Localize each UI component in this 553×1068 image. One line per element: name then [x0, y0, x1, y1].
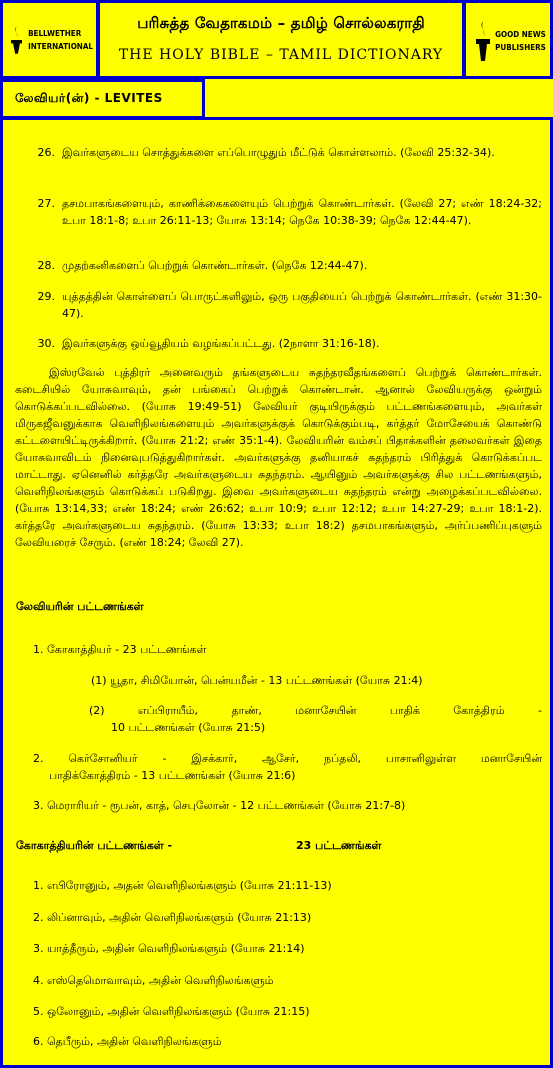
city-group-line: பாதிக்கோத்திரம் - 13 பட்டணங்கள் (யோசு 21:6) [49, 769, 296, 782]
torch-icon [9, 18, 24, 62]
item-number: 27. [37, 197, 55, 210]
paragraph-text: இஸ்ரவேல் புத்திரர் அனைவரும் தங்களுடைய சுதந்தரவீதங்களைப் பெற்றுக் கொண்டார்கள். கடைசியில் யோசுவாவும், தன் பங்கைப் பெற்றுக் கொண்டான். ஆனால் லேவியருக்கு ஒன்றும் கொடுக்கப்படவில்லை. (யோசு 19:49-51) லேவியர் குடியிருக்கும் பட்டணங்களையும், அவர்கள் மிருகஜீவனுக்காக வெளிநிலங்களையும் அவர்களுக்குக் கொடுக்கும்படி, கர்த்தர் மோசேயைக் கொண்டு கட்டளையிட்டிருக்கிறார். (யோசு 21:2; எண் 35:1-4). லேவியரின் வம்சப் பிதாக்களின் தலைவர்கள் இதை யோசுவாவிடம் நினைவுபடுத்துகிறார்கள். அவர்களுக்கு தனியாகச் சுதந்தரம் பிரித்துக் கொடுக்கப்பட மாட்டாது. ஏனெனில் கர்த்தரே அவர்களுடைய சுதந்தரம். ஆயினும் அவர்களுக்கு சில பட்டணங்களும், வெளிநிலங்களும் கொடுக்கப் படுகிறது. இவை அவர்களுடைய சுதந்தரம் என்று அழைக்கப்படவில்லை. (யோசு 13:14,33; எண் 18:24; எண் 26:62; உபா 10:9; உபா 12:12; உபா 14:27-29; உபா 18:1-2). கர்த்தரே அவர்களுடைய சுதந்தரம். (யோசு 13:33; உபா 18:2) தசமபாகங்களும், அர்ப்பணிப்புகளும் லேவியரைச் சேரும். (எண் 18:24; லேவி 27). [15, 366, 542, 549]
item-text: முதற்கனிகளைப் பெற்றுக் கொண்டார்கள். (நெகே 12:44-47). [62, 259, 368, 272]
item-number: 30. [37, 337, 55, 350]
title-box [97, 0, 465, 79]
section-title-box [0, 79, 205, 119]
kohath-heading-count: 23 பட்டணங்கள் [296, 839, 382, 852]
city-group-item: 1. கோகாத்தியர் - 23 பட்டணங்கள் [33, 643, 207, 656]
item-number: 29. [37, 290, 55, 303]
bellwether-logo-box [0, 0, 99, 79]
numbered-item [33, 335, 542, 352]
numbered-item [33, 288, 542, 322]
cities-heading: லேவியரின் பட்டணங்கள் [16, 600, 144, 613]
logo-line-2: INTERNATIONAL [28, 42, 93, 51]
city-group-item: 3. மெராரியர் - ரூபன், காத், செபுலோன் - 12 பட்டணங்கள் (யோசு 21:7-8) [33, 799, 406, 812]
kohath-city-item: 1. எபிரோனும், அதன் வெளிநிலங்களும் (யோசு 21:11-13) [33, 879, 332, 892]
kohath-city-item: 6. தெபீரும், அதின் வெளிநிலங்களும் [33, 1035, 222, 1048]
kohath-heading: கோகாத்தியரின் பட்டணங்கள் - [16, 839, 173, 852]
city-group-line: 2. கெர்சோனியர் - இசக்கார், ஆசேர், நப்தலி, பாசானிலுள்ள மனாசேயின் [33, 752, 542, 765]
item-text: தசமபாகங்களையும், காணிக்கைகளையும் பெற்றுக் கொண்டார்கள். (லேவி 27; எண் 18:24-32; உபா 18:1-8; உபா 26:11-13; யோசு 13:14; நெகே 10:38-39; நெகே 12:44-47). [62, 197, 542, 227]
logo-line-2: PUBLISHERS [495, 43, 546, 52]
numbered-item [33, 257, 542, 274]
city-sub-item [89, 702, 542, 736]
good-news-logo [472, 13, 548, 69]
item-text: இவர்களுடைய சொத்துக்களை எப்பொழுதும் மீட்டுக் கொள்ளலாம். (லேவி 25:32-34). [62, 146, 495, 159]
city-group-item [33, 750, 542, 784]
numbered-item [33, 144, 542, 161]
title-tamil: பரிசுத்த வேதாகமம் – தமிழ் சொல்லகராதி [137, 14, 425, 32]
logo-line-1: GOOD NEWS [495, 30, 546, 39]
numbered-item [33, 195, 542, 229]
kohath-city-item: 2. லிப்னாவும், அதின் வெளிநிலங்களும் (யோசு 21:13) [33, 911, 312, 924]
content-box [0, 117, 553, 1068]
logo-line-1: BELLWETHER [28, 29, 82, 38]
kohath-city-item: 3. யாத்தீரும், அதின் வெளிநிலங்களும் (யோசு 21:14) [33, 942, 305, 955]
kohath-city-item: 5. ஒலோனும், அதின் வெளிநிலங்களும் (யோசு 21:15) [33, 1005, 310, 1018]
item-text: யுத்தத்தின் கொள்ளைப் பொருட்களிலும், ஒரு பகுதியைப் பெற்றுக் கொண்டார்கள். (எண் 31:30-47). [62, 290, 542, 320]
city-sub-item-line: (2) எப்பிராயீம், தாண், மனாசேயின் பாதிக் கோத்திரம் - [89, 704, 542, 717]
levites-paragraph [15, 364, 542, 551]
item-number: 26. [37, 146, 55, 159]
section-title: லேவியர்(ன்) - LEVITES [15, 91, 163, 105]
kohath-city-item: 4. எஸ்தெமொவாவும், அதின் வெளிநிலங்களும் [33, 974, 274, 987]
bellwether-logo [9, 15, 93, 65]
city-sub-item-line: 10 பட்டணங்கள் (யோசு 21:5) [111, 721, 266, 734]
item-number: 28. [37, 259, 55, 272]
city-sub-item: (1) யூதா, சிமியோன், பென்யமீன் - 13 பட்டணங்கள் (யோசு 21:4) [91, 674, 423, 687]
torch-icon [474, 19, 492, 63]
good-news-logo-box [463, 0, 553, 79]
item-text: இவர்களுக்கு ஒய்வூதியம் வழங்கப்பட்டது. (2நாளா 31:16-18). [62, 337, 380, 350]
title-english: THE HOLY BIBLE – TAMIL DICTIONARY [118, 47, 444, 63]
